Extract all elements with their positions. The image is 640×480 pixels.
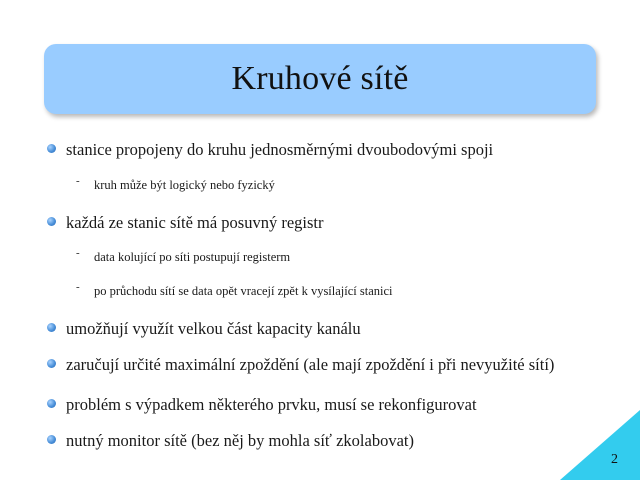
- list-item: zaručují určité maximální zpoždění (ale mají zpoždění i při nevyužité sítí): [66, 355, 555, 374]
- dash-icon: -: [76, 281, 80, 293]
- list-item: každá ze stanic sítě má posuvný registr: [66, 213, 324, 232]
- list-item: problém s výpadkem některého prvku, musí se rekonfigurovat: [66, 395, 477, 414]
- bullet-icon: [47, 435, 56, 444]
- title-box: [44, 44, 596, 114]
- slide-title: Kruhové sítě: [231, 60, 409, 97]
- bullet-icon: [47, 399, 56, 408]
- bullet-icon: [47, 323, 56, 332]
- page-number: 2: [611, 452, 618, 467]
- dash-icon: -: [76, 175, 80, 187]
- bullet-icon: [47, 359, 56, 368]
- sub-list-item: data kolující po síti postupují registerm: [94, 250, 291, 264]
- list-item: nutný monitor sítě (bez něj by mohla síť zkolabovat): [66, 431, 414, 450]
- corner-decoration: [560, 410, 640, 480]
- bullet-icon: [47, 217, 56, 226]
- list-item: umožňují využít velkou část kapacity kanálu: [66, 319, 361, 338]
- list-item: stanice propojeny do kruhu jednosměrnými dvoubodovými spoji: [66, 140, 494, 159]
- dash-icon: -: [76, 247, 80, 259]
- bullet-icon: [47, 144, 56, 153]
- sub-list-item: po průchodu sítí se data opět vracejí zpět k vysílající stanici: [94, 284, 393, 298]
- sub-list-item: kruh může být logický nebo fyzický: [94, 178, 275, 192]
